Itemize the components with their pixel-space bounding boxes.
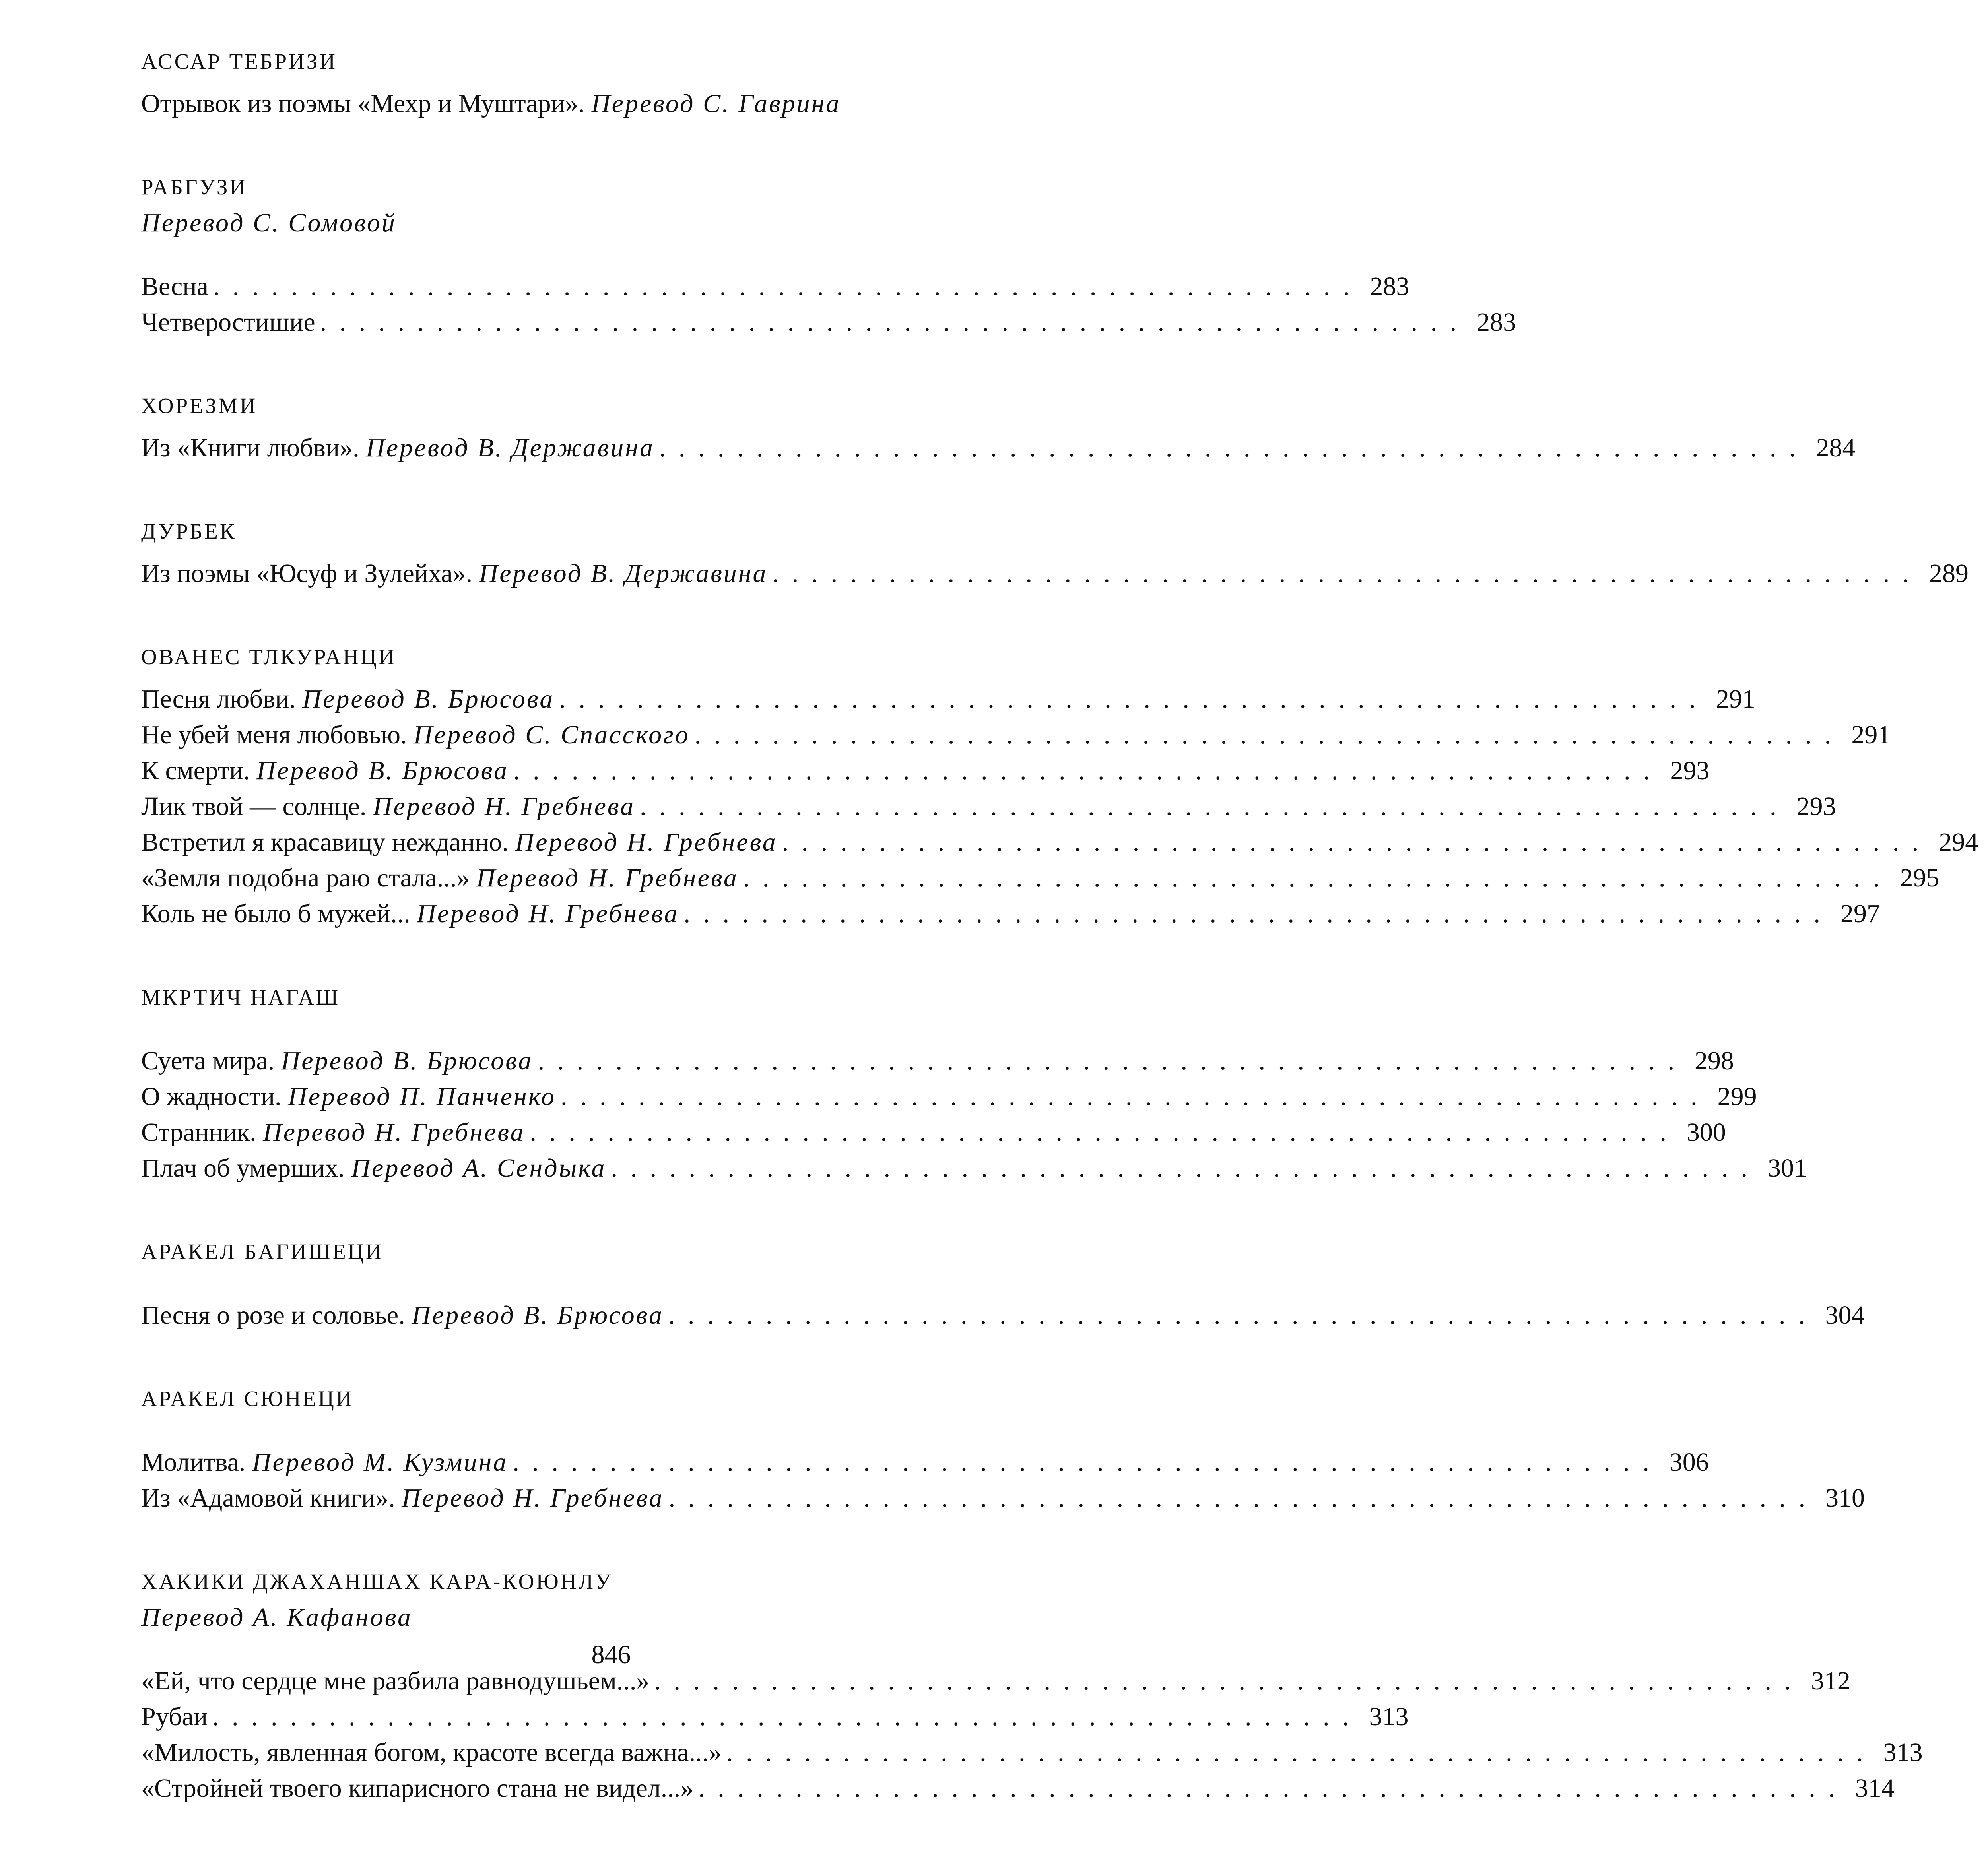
entry-title: Молитва.	[141, 1448, 252, 1477]
entry-title: Отрывок из поэмы «Мехр и Муштари».	[141, 89, 591, 118]
entry-title: Странник.	[141, 1118, 263, 1147]
entry-title-block	[141, 896, 679, 932]
entry-page-number: 314	[1855, 1774, 1895, 1803]
dot-leader	[767, 556, 1917, 591]
toc-section	[141, 1381, 1865, 1516]
entry-title-block	[141, 717, 690, 753]
entry-page-number: 298	[1694, 1046, 1734, 1075]
entry-page-number: 313	[1369, 1702, 1409, 1731]
entry-title: «Земля подобна раю стала...»	[141, 863, 476, 892]
entry-title-block	[141, 1079, 556, 1115]
entry-translator: Перевод А. Сендыка	[351, 1154, 606, 1183]
entry-page-number: 304	[1825, 1301, 1865, 1330]
dot-leader	[738, 860, 1888, 896]
dot-leader	[690, 717, 1839, 753]
toc-entry	[141, 789, 1836, 824]
dot-leader	[664, 1297, 1813, 1333]
dot-leader	[208, 1699, 1357, 1735]
dot-leader	[654, 430, 1804, 466]
toc-entry	[141, 1043, 1734, 1079]
entry-page-number: 284	[1816, 433, 1856, 462]
entry-title: Из «Адамовой книги».	[141, 1484, 402, 1513]
toc-entry	[141, 1297, 1865, 1333]
dot-leader	[554, 681, 1704, 717]
dot-leader	[606, 1150, 1756, 1186]
entry-page-number: 299	[1717, 1082, 1757, 1111]
toc-section	[141, 388, 1856, 466]
entry-translator: Перевод В. Державина	[366, 433, 655, 462]
author-heading: РАБГУЗИ	[141, 175, 248, 199]
entry-title-block	[141, 304, 315, 340]
entry-page-number: 293	[1796, 792, 1836, 821]
entry-title: Лик твой — солнце.	[141, 792, 373, 821]
toc-section	[141, 169, 1516, 340]
entry-title-block	[141, 1150, 606, 1186]
entry-title-block	[141, 1115, 525, 1150]
entry-title-block	[141, 1699, 208, 1735]
entry-translator: Перевод С. Спасского	[414, 720, 690, 749]
author-heading: МКРТИЧ НАГАШ	[141, 985, 340, 1009]
entry-translator: Перевод В. Брюсова	[302, 685, 555, 714]
entry-translator: Перевод В. Брюсова	[256, 756, 509, 785]
dot-leader	[722, 1735, 1871, 1771]
entry-list	[141, 86, 1089, 122]
entry-page-number: 283	[1477, 308, 1516, 337]
entry-title-block	[141, 824, 777, 860]
author-heading: ХОРЕЗМИ	[141, 394, 258, 418]
toc-entry	[141, 824, 1978, 860]
entry-title-block	[141, 1771, 693, 1806]
dot-leader	[556, 1079, 1705, 1115]
table-of-contents	[141, 44, 1978, 1854]
entry-page-number: 297	[1840, 899, 1880, 928]
toc-entry	[141, 860, 1939, 896]
author-heading: АРАКЕЛ БАГИШЕЦИ	[141, 1239, 384, 1264]
entry-page-number: 291	[1716, 685, 1755, 714]
dot-leader	[635, 789, 1784, 824]
toc-entry	[141, 681, 1755, 717]
toc-entry	[141, 1480, 1865, 1516]
entry-list	[141, 556, 1969, 591]
entry-translator: Перевод Н. Гребнева	[263, 1118, 525, 1147]
entry-title: Рубаи	[141, 1702, 208, 1731]
entry-title-block	[141, 789, 635, 824]
toc-section	[141, 514, 1969, 591]
entry-translator: Перевод Н. Гребнева	[515, 828, 777, 857]
entry-page-number: 289	[1929, 559, 1969, 588]
toc-entry	[141, 304, 1516, 340]
author-heading: ДУРБЕК	[141, 519, 237, 543]
entry-title: Из «Книги любви».	[141, 433, 366, 462]
entry-list	[141, 430, 1856, 466]
entry-title: «Ей, что сердце мне разбила равнодушьем...»	[141, 1666, 650, 1695]
toc-entry	[141, 269, 1409, 304]
entry-title-block	[141, 556, 767, 591]
entry-page-number: 295	[1900, 863, 1939, 892]
entry-translator: Перевод В. Державина	[479, 559, 768, 588]
entry-page-number: 313	[1883, 1738, 1923, 1767]
dot-leader	[208, 269, 1358, 304]
entry-list	[141, 1445, 1865, 1516]
entry-list	[141, 1663, 1923, 1806]
toc-entry	[141, 1699, 1409, 1735]
entry-page-number: 294	[1939, 828, 1978, 857]
author-heading: ОВАНЕС ТЛКУРАНЦИ	[141, 645, 396, 669]
entry-title-block	[141, 430, 654, 466]
toc-entry	[141, 1771, 1895, 1806]
entry-page-number: 300	[1686, 1118, 1726, 1147]
toc-entry	[141, 1445, 1709, 1480]
entry-title: Суета мира.	[141, 1046, 281, 1075]
toc-entry	[141, 1150, 1807, 1186]
dot-leader	[509, 753, 1658, 789]
entry-title-block	[141, 860, 738, 896]
entry-title: Не убей меня любовью.	[141, 720, 414, 749]
entry-list	[141, 1043, 1807, 1186]
entry-page-number: 293	[1670, 756, 1710, 785]
toc-section	[141, 979, 1807, 1186]
entry-list	[141, 269, 1516, 340]
entry-title: Плач об умерших.	[141, 1154, 351, 1183]
page-number: 846	[591, 1640, 631, 1669]
entry-translator: Перевод В. Брюсова	[412, 1301, 664, 1330]
toc-entry	[141, 896, 1880, 932]
toc-entry	[141, 556, 1969, 591]
entry-title-block	[141, 86, 841, 122]
entry-page-number: 291	[1851, 720, 1891, 749]
entry-title: Весна	[141, 272, 208, 301]
entry-title-block	[141, 1445, 508, 1480]
entry-page-number: 301	[1768, 1154, 1807, 1183]
toc-section	[141, 1564, 1923, 1806]
dot-leader	[525, 1115, 1674, 1150]
dot-leader	[679, 896, 1828, 932]
entry-title-block	[141, 1297, 664, 1333]
entry-title: Четверостишие	[141, 308, 315, 337]
toc-entry	[141, 753, 1710, 789]
section-translator: Перевод А. Кафанова	[141, 1603, 412, 1632]
entry-translator: Перевод В. Брюсова	[281, 1046, 533, 1075]
entry-title-block	[141, 269, 208, 304]
toc-section	[141, 44, 1089, 122]
entry-page-number: 283	[1370, 272, 1409, 301]
entry-page-number: 306	[1669, 1448, 1709, 1477]
entry-title: Встретил я красавицу нежданно.	[141, 828, 515, 857]
entry-title: Песня о розе и соловье.	[141, 1301, 412, 1330]
entry-title-block	[141, 1735, 722, 1771]
toc-entry	[141, 1735, 1923, 1771]
author-heading: АРАКЕЛ СЮНЕЦИ	[141, 1387, 354, 1411]
entry-list	[141, 681, 1978, 932]
toc-entry	[141, 717, 1891, 753]
toc-entry	[141, 1115, 1726, 1150]
author-heading: ХАКИКИ ДЖАХАНШАХ КАРА-КОЮНЛУ	[141, 1569, 613, 1594]
entry-title: «Стройней твоего кипарисного стана не видел...»	[141, 1774, 694, 1803]
entry-translator: Перевод П. Панченко	[288, 1082, 556, 1111]
entry-title-block	[141, 681, 554, 717]
entry-title-block	[141, 1480, 664, 1516]
dot-leader	[777, 824, 1927, 860]
entry-title: Из поэмы «Юсуф и Зулейха».	[141, 559, 479, 588]
entry-title: Песня любви.	[141, 685, 303, 714]
entry-translator: Перевод С. Гаврина	[591, 89, 841, 118]
section-translator: Перевод С. Сомовой	[141, 208, 396, 237]
toc-entry	[141, 430, 1856, 466]
toc-entry	[141, 86, 1089, 122]
dot-leader	[533, 1043, 1682, 1079]
author-heading: АССАР ТЕБРИЗИ	[141, 49, 338, 74]
entry-translator: Перевод Н. Гребнева	[402, 1484, 664, 1513]
entry-page-number: 310	[1825, 1484, 1865, 1513]
entry-translator: Перевод Н. Гребнева	[373, 792, 635, 821]
entry-title: К смерти.	[141, 756, 257, 785]
entry-title-block	[141, 1043, 533, 1079]
entry-title: Коль не было б мужей...	[141, 899, 417, 928]
dot-leader	[315, 304, 1465, 340]
entry-translator: Перевод Н. Гребнева	[417, 899, 679, 928]
toc-entry	[141, 1079, 1757, 1115]
toc-section	[141, 639, 1978, 932]
dot-leader	[693, 1771, 1843, 1806]
entry-translator: Перевод М. Кузмина	[252, 1448, 508, 1477]
entry-page-number: 312	[1811, 1666, 1850, 1695]
entry-list	[141, 1297, 1865, 1333]
entry-title-block	[141, 753, 509, 789]
entry-translator: Перевод Н. Гребнева	[476, 863, 739, 892]
entry-title: «Милость, явленная богом, красоте всегда важна...»	[141, 1738, 722, 1767]
dot-leader	[664, 1480, 1813, 1516]
dot-leader	[508, 1445, 1657, 1480]
entry-title: О жадности.	[141, 1082, 288, 1111]
toc-section	[141, 1234, 1865, 1333]
